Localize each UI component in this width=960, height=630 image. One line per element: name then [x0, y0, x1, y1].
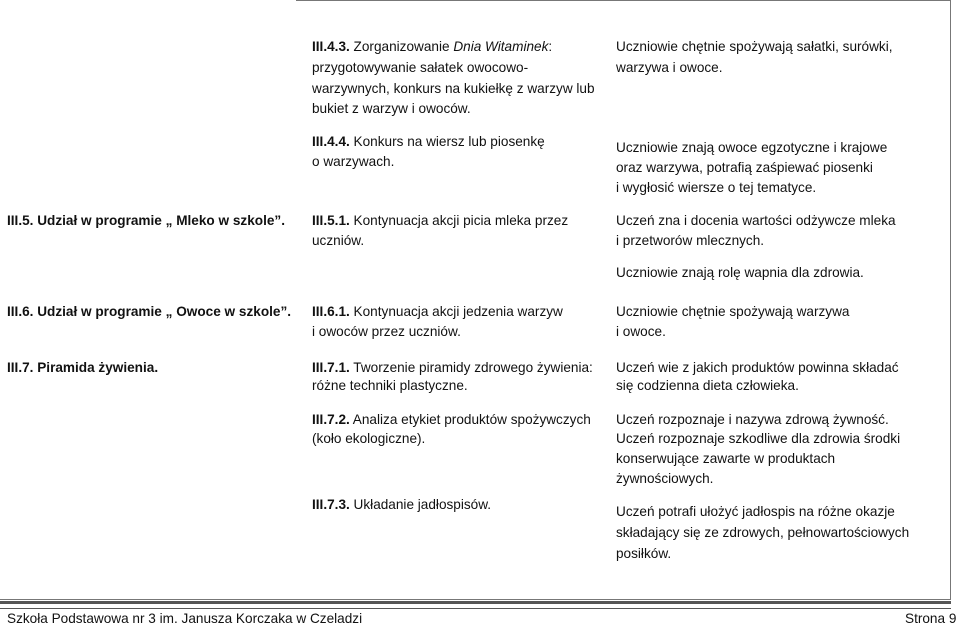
task-text: przygotowywanie sałatek owocowo-	[312, 60, 529, 75]
outcome-text: oraz warzywa, potrafią zaśpiewać piosenki	[616, 160, 873, 175]
outcome-text: Uczeń potrafi ułożyć jadłospis na różne okazje	[616, 504, 895, 519]
task-III-7-3	[312, 494, 491, 515]
task-III-7-2	[312, 409, 591, 430]
task-text: różne techniki plastyczne.	[312, 378, 468, 393]
outcome-text: i przetworów mlecznych.	[616, 233, 765, 248]
task-text: (koło ekologiczne).	[312, 431, 426, 446]
task-text: Kontynuacja akcji jedzenia warzyw	[349, 304, 563, 319]
outcome-text: konserwujące zawarte w produktach	[616, 451, 836, 466]
section-III-7: III.7. Piramida żywienia.	[7, 360, 159, 375]
outcome-text: Uczniowie znają rolę wapnia dla zdrowia.	[616, 265, 864, 280]
task-code: III.6.1.	[312, 304, 350, 319]
outcome-text: Uczniowie chętnie spożywają warzywa	[616, 304, 850, 319]
outcome-text: się codzienna dieta człowieka.	[616, 378, 799, 393]
task-code: III.5.1.	[312, 213, 350, 228]
task-III-4-4	[312, 131, 545, 152]
outcome-text: warzywa i owoce.	[616, 60, 723, 75]
table-top-border	[296, 0, 951, 1]
outcome-text: posiłków.	[616, 546, 672, 561]
outcome-text: Uczniowie chętnie spożywają sałatki, surówki,	[616, 39, 893, 54]
outcome-text: Uczeń rozpoznaje i nazywa zdrową żywność.	[616, 412, 889, 427]
outcome-text: Uczeń rozpoznaje szkodliwe dla zdrowia środki	[616, 431, 901, 446]
task-text: Układanie jadłospisów.	[349, 497, 492, 512]
outcome-text: składający się ze zdrowych, pełnowartościowych	[616, 525, 910, 540]
task-text: Analiza etykiet produktów spożywczych	[349, 412, 591, 427]
task-text: o warzywach.	[312, 154, 395, 169]
task-code: III.7.2.	[312, 412, 350, 427]
section-III-5: III.5. Udział w programie „ Mleko w szkole”.	[7, 213, 285, 228]
section-III-6: III.6. Udział w programie „ Owoce w szkole”.	[7, 304, 292, 319]
task-code: III.7.1.	[312, 360, 350, 375]
task-III-5-1	[312, 210, 568, 231]
outcome-text: Uczeń wie z jakich produktów powinna składać	[616, 360, 899, 375]
outcome-text: żywnościowych.	[616, 471, 714, 486]
task-text: Konkurs na wiersz lub piosenkę	[349, 134, 545, 149]
task-text: Tworzenie piramidy zdrowego żywienia:	[349, 360, 593, 375]
task-code: III.4.4.	[312, 134, 350, 149]
outcome-text: Uczeń zna i docenia wartości odżywcze mleka	[616, 213, 896, 228]
task-code: III.4.3.	[312, 39, 350, 54]
task-text: warzywnych, konkurs na kukiełkę z warzyw lub	[312, 81, 595, 96]
task-text: :	[548, 39, 553, 54]
task-III-4-3	[312, 36, 552, 57]
task-text: Kontynuacja akcji picia mleka przez	[349, 213, 569, 228]
task-text: i owoców przez uczniów.	[312, 324, 461, 339]
footer-school-name: Szkoła Podstawowa nr 3 im. Janusza Korczaka w Czeladzi	[7, 611, 363, 626]
outcome-text: i wygłosić wiersze o tej tematyce.	[616, 180, 817, 195]
outcome-text: Uczniowie znają owoce egzotyczne i krajowe	[616, 140, 888, 155]
task-text: bukiet z warzyw i owoców.	[312, 101, 471, 116]
task-text: Zorganizowanie	[349, 39, 454, 54]
footer-page-number: Strona 9	[905, 611, 957, 626]
footer-rule-thin	[0, 608, 951, 609]
task-code: III.7.3.	[312, 497, 350, 512]
footer-rule	[0, 601, 951, 604]
task-text-italic: Dnia Witaminek	[453, 39, 549, 54]
task-III-6-1	[312, 301, 563, 322]
task-text: uczniów.	[312, 233, 365, 248]
outcome-text: i owoce.	[616, 324, 666, 339]
